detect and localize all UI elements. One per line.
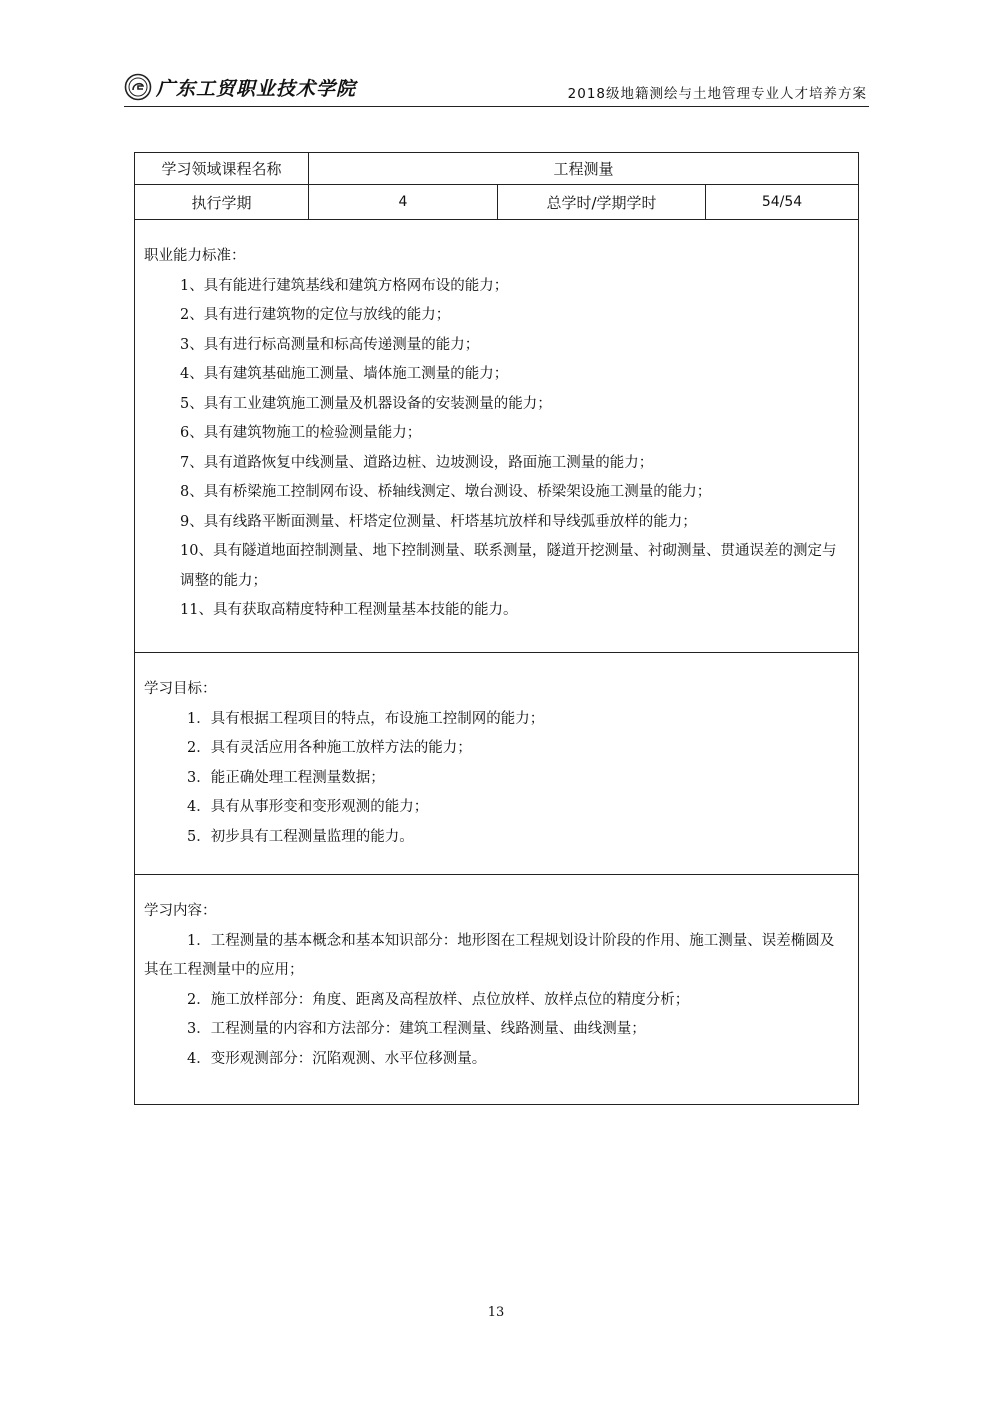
document-title: 2018级地籍测绘与土地管理专业人才培养方案 <box>567 86 867 102</box>
page-number: 13 <box>487 1305 505 1320</box>
standards-item: 3、具有进行标高测量和标高传递测量的能力； <box>180 336 480 353</box>
school-name: 广东工贸职业技术学院 <box>156 77 357 100</box>
course-name-label: 学习领域课程名称 <box>135 153 309 185</box>
standards-section <box>135 220 859 653</box>
content-item: 4．变形观测部分：沉陷观测、水平位移测量。 <box>187 1050 487 1067</box>
standards-item: 6、具有建筑物施工的检验测量能力； <box>180 425 422 441</box>
content-section <box>135 875 859 1105</box>
objectives-section <box>135 653 859 875</box>
page-header <box>124 70 869 107</box>
standards-item: 8、具有桥梁施工控制网布设、桥轴线测定、墩台测设、桥梁架设施工测量的能力； <box>180 484 712 500</box>
hours-label: 总学时/学期学时 <box>498 185 706 220</box>
hours-value: 54/54 <box>706 185 859 220</box>
standards-item: 11、具有获取高精度特种工程测量基本技能的能力。 <box>180 602 518 618</box>
semester-label: 执行学期 <box>135 185 309 220</box>
standards-item: 9、具有线路平断面测量、杆塔定位测量、杆塔基坑放样和导线弧垂放样的能力； <box>180 513 697 530</box>
objectives-title: 学习目标： <box>144 681 217 697</box>
objectives-item: 5．初步具有工程测量监理的能力。 <box>187 828 414 845</box>
school-logo <box>124 72 356 102</box>
standards-item: 1、具有能进行建筑基线和建筑方格网布设的能力； <box>180 277 509 294</box>
standards-item: 7、具有道路恢复中线测量、道路边桩、边坡测设，路面施工测量的能力； <box>180 454 654 471</box>
objectives-item: 4．具有从事形变和变形观测的能力； <box>187 799 429 815</box>
standards-title: 职业能力标准： <box>144 248 246 264</box>
objectives-item: 1．具有根据工程项目的特点，布设施工控制网的能力； <box>187 710 545 727</box>
standards-item: 5、具有工业建筑施工测量及机器设备的安装测量的能力； <box>180 395 552 412</box>
content-item: 2．施工放样部分：角度、距离及高程放样、点位放样、放样点位的精度分析； <box>187 991 690 1008</box>
semester-value: 4 <box>309 185 498 220</box>
standards-item: 2、具有进行建筑物的定位与放线的能力； <box>180 307 451 323</box>
course-name-value: 工程测量 <box>309 153 859 185</box>
objectives-item: 3．能正确处理工程测量数据； <box>187 769 385 786</box>
course-table <box>134 152 859 1105</box>
school-emblem-icon <box>124 73 152 101</box>
content-title: 学习内容： <box>144 903 217 919</box>
content-item: 1．工程测量的基本概念和基本知识部分：地形图在工程规划设计阶段的作用、施工测量、误差椭圆及其在工程测量中的应用； <box>144 932 835 978</box>
standards-item: 4、具有建筑基础施工测量、墙体施工测量的能力； <box>180 366 509 382</box>
content-item: 3．工程测量的内容和方法部分：建筑工程测量、线路测量、曲线测量； <box>187 1021 646 1037</box>
objectives-item: 2．具有灵活应用各种施工放样方法的能力； <box>187 740 472 756</box>
standards-item: 10、具有隧道地面控制测量、地下控制测量、联系测量，隧道开挖测量、衬砌测量、贯通误差的测定与调整的能力； <box>180 543 837 589</box>
